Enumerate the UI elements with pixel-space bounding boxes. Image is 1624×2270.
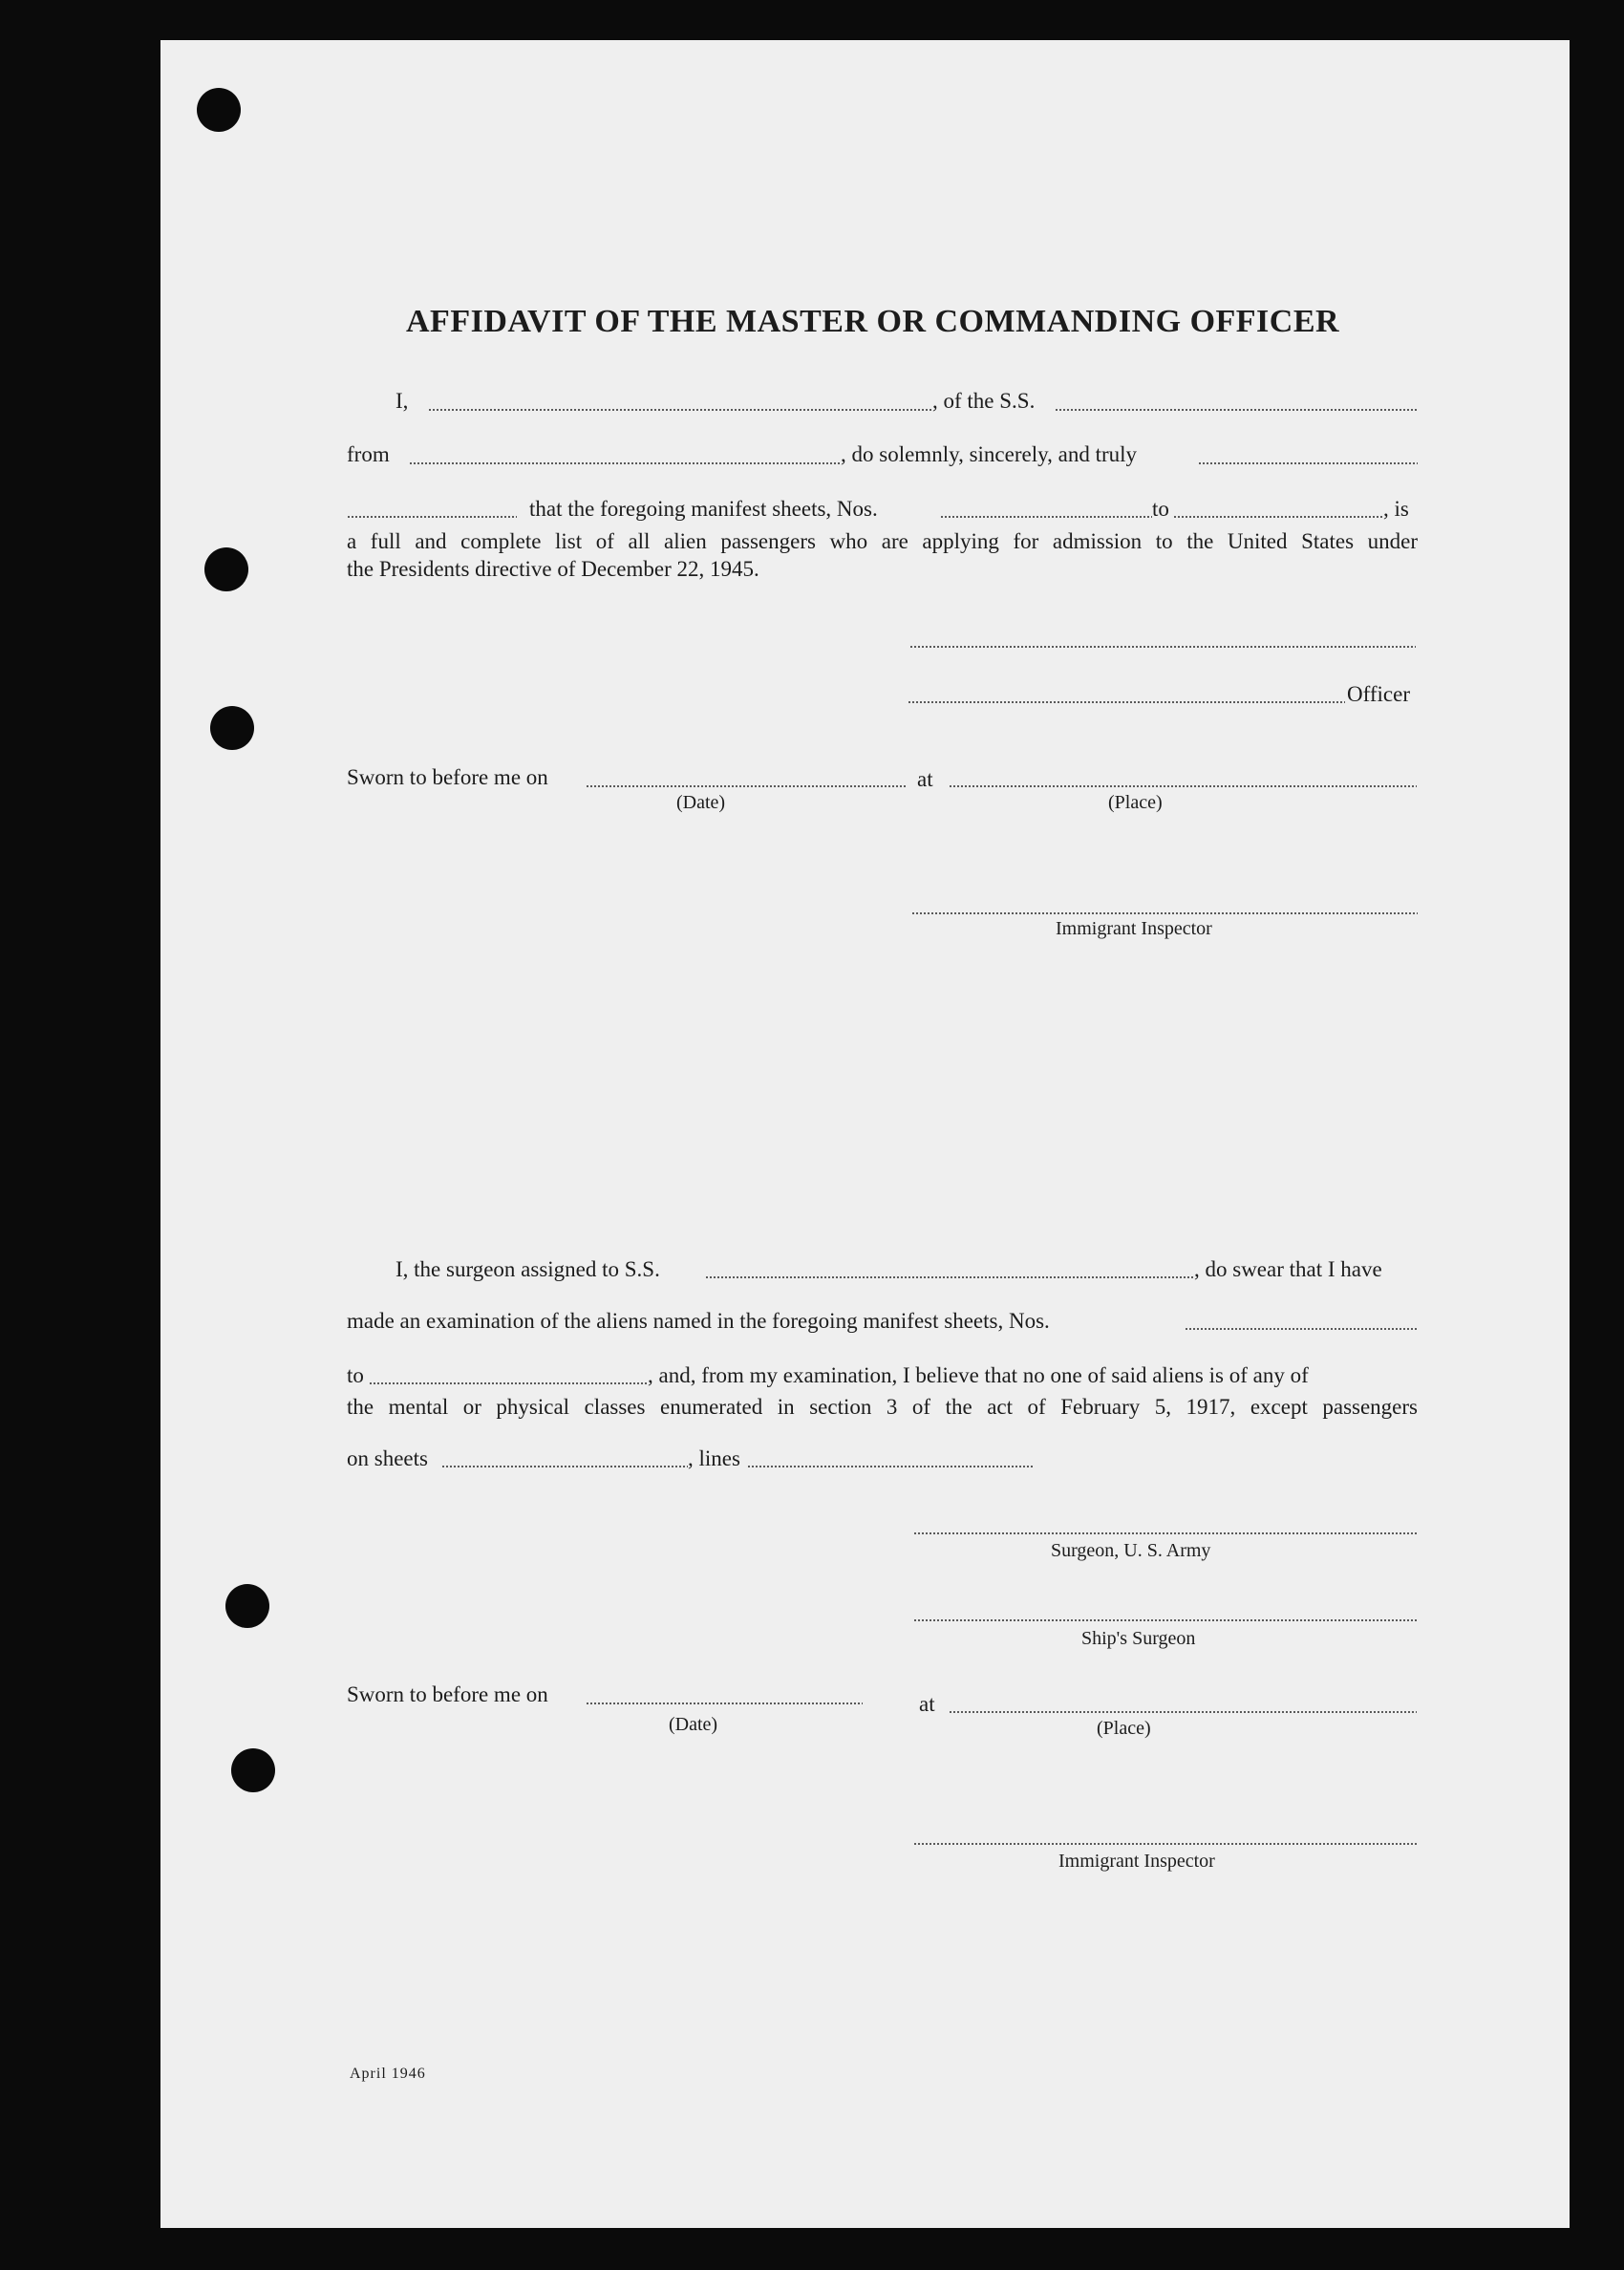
master-sworn-place-field[interactable]	[949, 785, 1417, 787]
surgeon-lines-field[interactable]	[747, 1466, 1034, 1467]
surgeon-nos-from-field[interactable]	[1185, 1328, 1418, 1330]
punch-hole	[210, 706, 254, 750]
surgeon-nos-to-field[interactable]	[369, 1382, 648, 1384]
surgeon-line1-text: I, the surgeon assigned to S.S.	[395, 1257, 660, 1281]
surgeon-inspector-signature-line[interactable]	[913, 1843, 1418, 1845]
officer-signature-line-1[interactable]	[909, 646, 1416, 648]
master-to-label: to	[1152, 497, 1169, 521]
master-swear-field[interactable]	[1198, 462, 1418, 464]
surgeon-sheets-field[interactable]	[441, 1466, 688, 1467]
master-sworn-date-field[interactable]	[586, 785, 906, 787]
master-from-label: from	[347, 442, 390, 466]
master-place-caption: (Place)	[1108, 792, 1163, 813]
surgeon-sworn-label: Sworn to before me on	[347, 1682, 548, 1706]
punch-hole	[225, 1584, 269, 1628]
master-nos-to-field[interactable]	[1173, 516, 1383, 518]
master-date-caption: (Date)	[676, 792, 726, 813]
surgeon-to-label: to	[347, 1363, 364, 1387]
master-is-label: , is	[1383, 497, 1409, 521]
form-date-footer: April 1946	[350, 2066, 426, 2082]
master-from-field[interactable]	[409, 462, 841, 464]
surgeon-at-label: at	[919, 1692, 935, 1716]
master-swear-text: , do solemnly, sincerely, and truly	[841, 442, 1138, 466]
punch-hole	[197, 88, 241, 132]
surgeon-inspector-label: Immigrant Inspector	[1058, 1851, 1215, 1872]
punch-hole	[231, 1748, 275, 1792]
master-at-label: at	[917, 767, 933, 791]
master-manifest-text: that the foregoing manifest sheets, Nos.	[529, 497, 878, 521]
master-inspector-label: Immigrant Inspector	[1056, 918, 1212, 939]
master-line1-i: I,	[395, 389, 409, 413]
master-sworn-label: Sworn to before me on	[347, 765, 548, 789]
form-title: AFFIDAVIT OF THE MASTER OR COMMANDING OFFICER	[406, 304, 1340, 339]
ship-surgeon-signature-line[interactable]	[913, 1619, 1418, 1621]
surgeon-exam-text: made an examination of the aliens named in the foregoing manifest sheets, Nos.	[347, 1309, 1050, 1333]
surgeon-ship-field[interactable]	[705, 1276, 1194, 1278]
surgeon-date-caption: (Date)	[669, 1714, 718, 1735]
master-list-text: a full and complete list of all alien passengers who are applying for admission to the United States under	[347, 529, 1418, 553]
ship-surgeon-label: Ship's Surgeon	[1081, 1628, 1196, 1649]
surgeon-sworn-place-field[interactable]	[949, 1711, 1417, 1713]
surgeon-classes-text: the mental or physical classes enumerated in section 3 of the act of February 5, 1917, except passengers	[347, 1395, 1418, 1419]
master-inspector-signature-line[interactable]	[911, 912, 1418, 914]
army-surgeon-signature-line[interactable]	[913, 1532, 1418, 1534]
master-oath-field[interactable]	[347, 516, 517, 518]
surgeon-place-caption: (Place)	[1097, 1718, 1151, 1739]
punch-hole	[204, 547, 248, 591]
form-page	[160, 40, 1570, 2228]
surgeon-sworn-date-field[interactable]	[586, 1702, 863, 1704]
officer-label: Officer	[1347, 682, 1410, 706]
surgeon-sheets-label: on sheets	[347, 1446, 428, 1470]
army-surgeon-label: Surgeon, U. S. Army	[1051, 1540, 1211, 1561]
surgeon-belief-text: , and, from my examination, I believe that no one of said aliens is of any of	[648, 1363, 1309, 1387]
master-name-field[interactable]	[428, 409, 932, 411]
master-nos-from-field[interactable]	[940, 516, 1152, 518]
master-directive-text: the Presidents directive of December 22, 1945.	[347, 557, 759, 581]
surgeon-swear-text: , do swear that I have	[1194, 1257, 1382, 1281]
surgeon-lines-label: , lines	[688, 1446, 740, 1470]
officer-signature-line-2[interactable]	[908, 701, 1345, 703]
master-ship-field[interactable]	[1055, 409, 1418, 411]
master-line1-ship-label: , of the S.S.	[932, 389, 1036, 413]
